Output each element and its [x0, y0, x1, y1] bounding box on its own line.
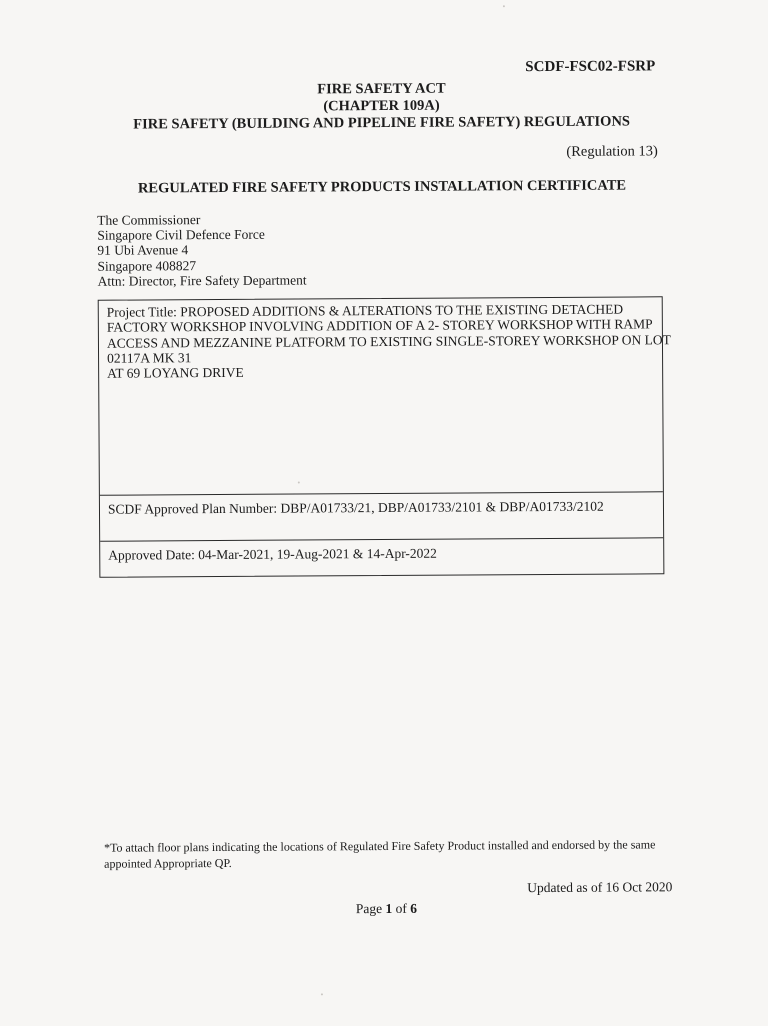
recipient-address: [97, 211, 306, 288]
project-title-line: AT 69 LOYANG DRIVE: [107, 365, 244, 381]
page-number: [2, 899, 768, 920]
page-prefix: Page: [355, 901, 383, 917]
project-details-table: [98, 296, 671, 577]
footnote: *To attach floor plans indicating the locations of Regulated Fire Safety Product installed and endorsed by the same appointed Appropriate QP.: [104, 837, 656, 871]
scan-speck: [503, 5, 505, 7]
scan-speck: [321, 993, 323, 995]
regulation-reference: (Regulation 13): [566, 143, 658, 160]
act-chapter: (CHAPTER 109A): [323, 97, 440, 115]
act-title: FIRE SAFETY ACT: [317, 80, 446, 98]
act-heading: [0, 79, 766, 135]
updated-date: Updated as of 16 Oct 2020: [527, 879, 673, 896]
address-line: The Commissioner: [97, 212, 201, 228]
regulations-title: FIRE SAFETY (BUILDING AND PIPELINE FIRE SAFETY) REGULATIONS: [133, 113, 631, 133]
address-line: Singapore Civil Defence Force: [97, 226, 265, 243]
approved-date: Approved Date: 04-Mar-2021, 19-Aug-2021 & 14-Apr-2022: [108, 545, 437, 563]
project-title-line: Project Title: PROPOSED ADDITIONS & ALTERATIONS TO THE EXISTING DETACHED: [106, 301, 624, 320]
page-of: of: [395, 900, 407, 916]
project-title-line: FACTORY WORKSHOP INVOLVING ADDITION OF A 2- STOREY WORKSHOP WITH RAMP: [106, 316, 653, 335]
address-line: Attn: Director, Fire Safety Department: [97, 272, 307, 289]
form-reference-code: SCDF-FSC02-FSRP: [525, 58, 656, 76]
project-title-line: ACCESS AND MEZZANINE PLATFORM TO EXISTING SINGLE-STOREY WORKSHOP ON LOT: [106, 331, 671, 351]
address-line: 91 Ubi Avenue 4: [97, 242, 189, 259]
scan-speck: [298, 482, 300, 484]
page-current: 1: [385, 900, 393, 916]
project-title-cell: [99, 297, 671, 495]
certificate-title: REGULATED FIRE SAFETY PRODUCTS INSTALLATION CERTIFICATE: [137, 177, 627, 197]
page-total: 6: [410, 900, 418, 916]
approved-date-cell: [100, 538, 663, 577]
approved-plan-number-cell: [100, 492, 663, 541]
address-line: Singapore 408827: [97, 257, 197, 274]
project-title-line: 02117A MK 31: [107, 350, 192, 366]
approved-plan-number: SCDF Approved Plan Number: DBP/A01733/21, DBP/A01733/2101 & DBP/A01733/2102: [107, 498, 604, 517]
